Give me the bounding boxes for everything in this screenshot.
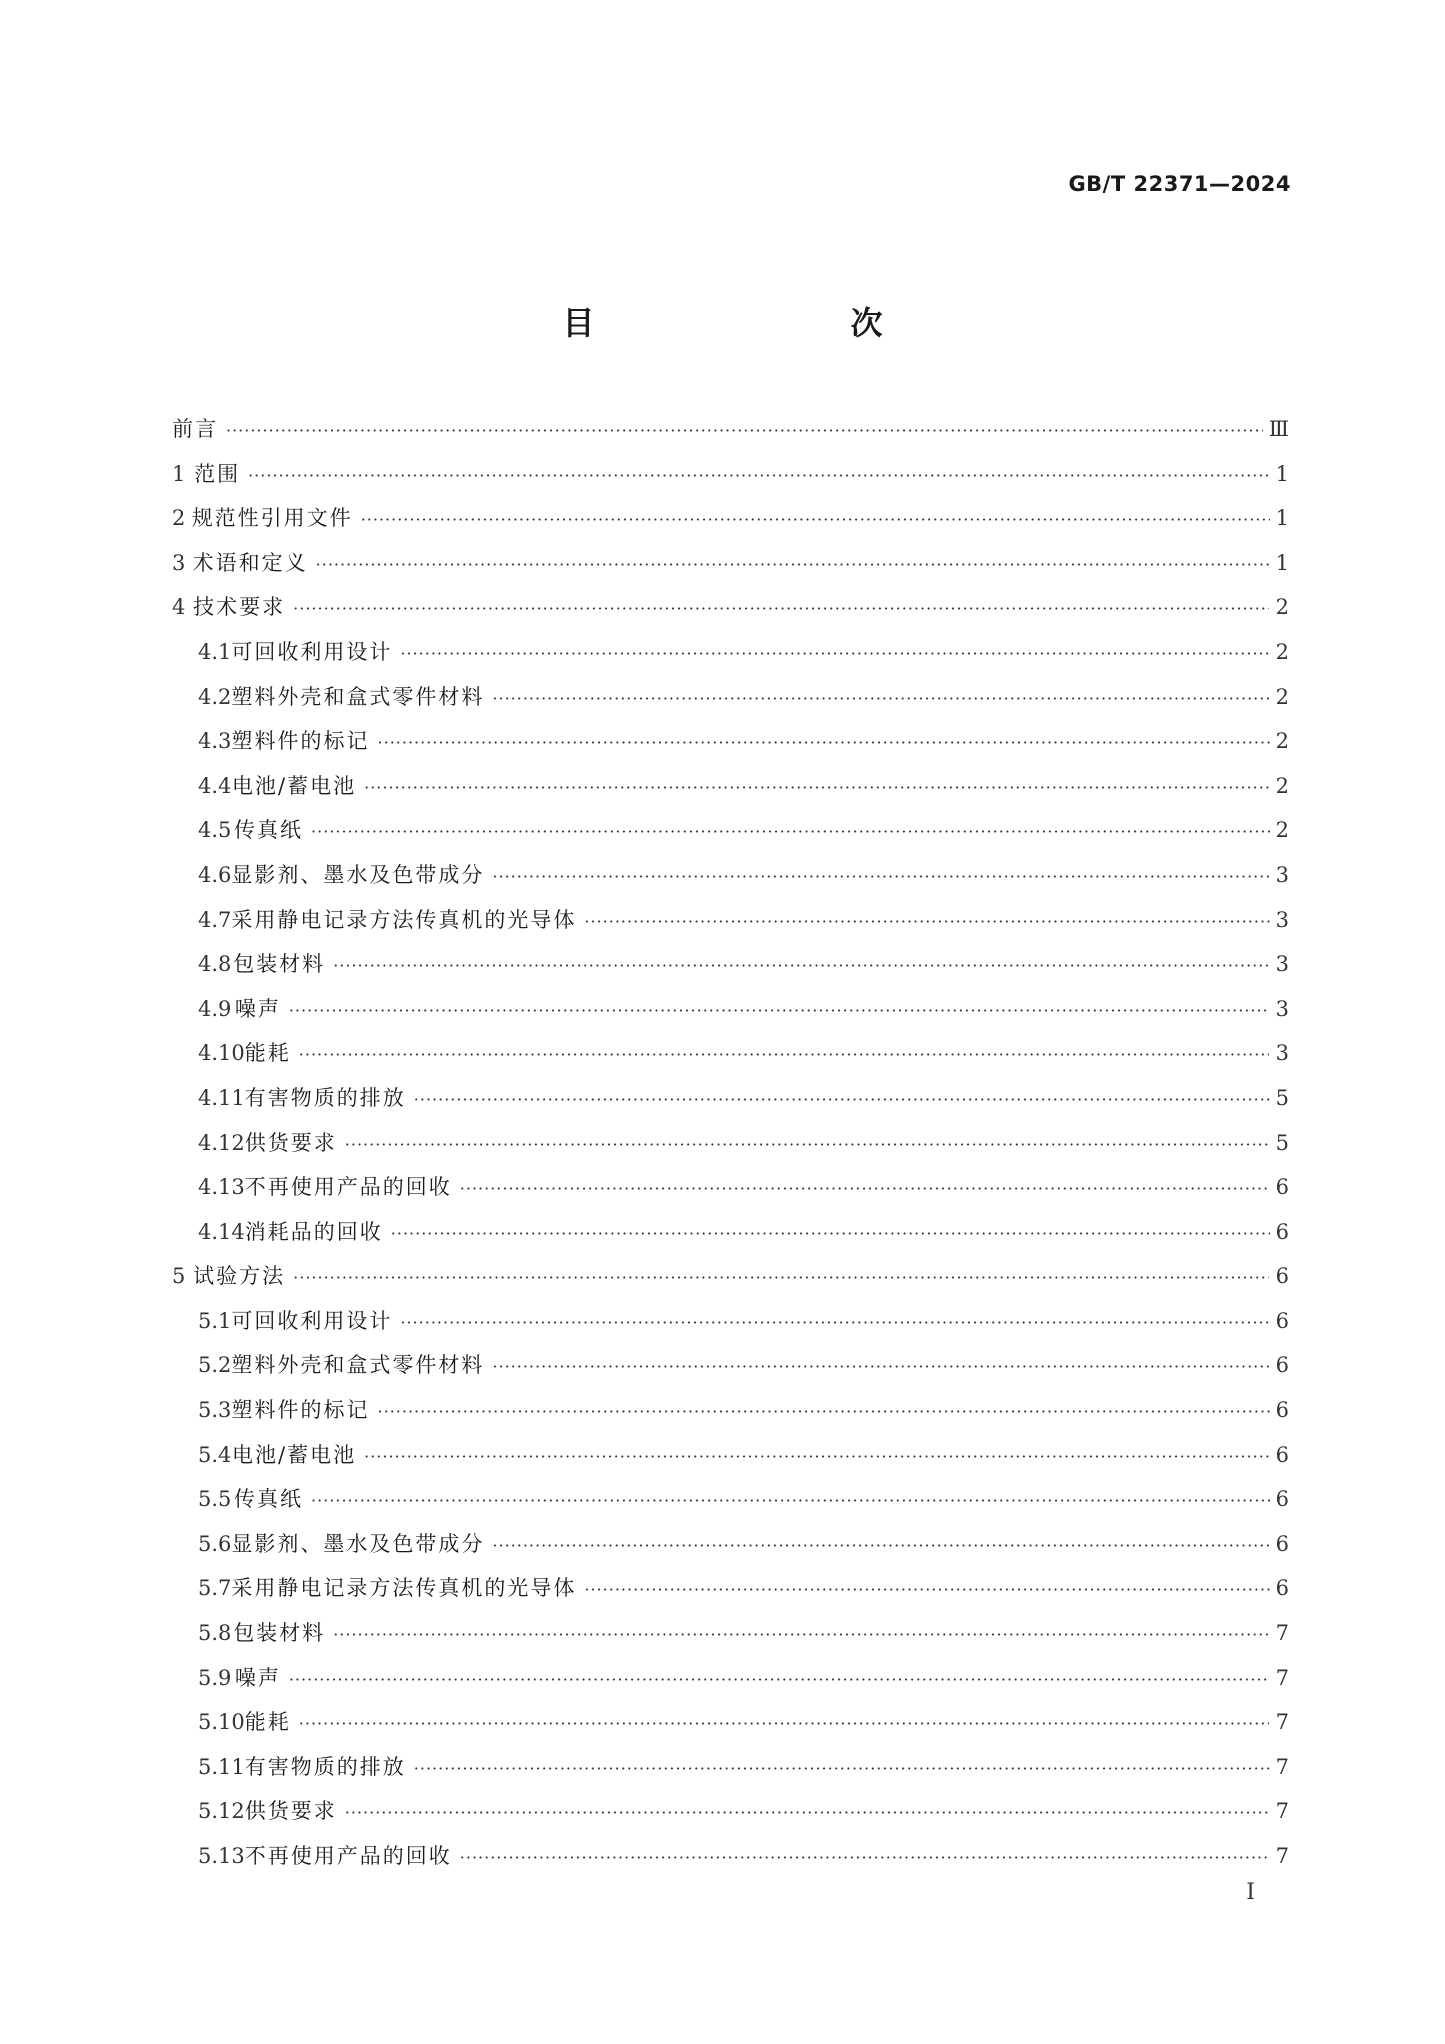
toc-entry-number: 5.3 — [198, 1398, 232, 1423]
toc-entry-number: 4.3 — [198, 729, 232, 754]
toc-leader-dots — [289, 1665, 1269, 1695]
toc-entry[interactable] — [172, 771, 1289, 816]
toc-entry[interactable] — [172, 1796, 1289, 1841]
toc-leader-dots — [364, 1442, 1270, 1472]
toc-entry-label: 消耗品的回收 — [244, 1219, 383, 1244]
toc-entry-label: 包装材料 — [233, 952, 326, 977]
toc-leader-dots — [299, 1709, 1270, 1739]
toc-entry-number: 5.2 — [198, 1353, 232, 1378]
toc-entry-label: 前言 — [172, 417, 218, 441]
toc-entry[interactable] — [172, 1261, 1289, 1306]
toc-leader-dots — [361, 505, 1270, 535]
toc-entry-page: 7 — [1275, 1754, 1289, 1779]
toc-entry-number: 4.4 — [198, 773, 232, 798]
toc-entry-label: 术语和定义 — [192, 550, 308, 575]
toc-leader-dots — [378, 728, 1270, 758]
toc-entry-number: 4.1 — [198, 639, 232, 664]
toc-entry-label: 塑料外壳和盒式零件材料 — [231, 1353, 485, 1378]
toc-entry-label: 采用静电记录方法传真机的光导体 — [231, 907, 577, 932]
toc-leader-dots — [400, 1308, 1269, 1338]
toc-leader-dots — [364, 773, 1270, 803]
toc-entry-number: 5.4 — [198, 1442, 232, 1467]
toc-entry-number: 5.5 — [198, 1487, 232, 1512]
toc-entry-label: 能耗 — [244, 1710, 291, 1735]
toc-entry[interactable] — [172, 949, 1289, 994]
toc-leader-dots — [293, 1263, 1269, 1293]
toc-entry-label: 塑料外壳和盒式零件材料 — [231, 684, 485, 709]
toc-entry-page: 6 — [1275, 1531, 1289, 1556]
toc-entry-page: 6 — [1275, 1175, 1289, 1200]
toc-leader-dots — [414, 1754, 1270, 1784]
toc-entry[interactable] — [172, 1217, 1289, 1262]
toc-entry-page: 3 — [1275, 996, 1289, 1021]
toc-entry-number: 5.8 — [198, 1621, 232, 1646]
table-of-contents — [172, 414, 1289, 1886]
toc-entry-label: 有害物质的排放 — [244, 1754, 406, 1779]
toc-entry-label: 可回收利用设计 — [231, 1308, 393, 1333]
toc-entry-page: 1 — [1275, 461, 1289, 486]
toc-entry-page: 2 — [1275, 639, 1289, 664]
toc-entry-number: 4.13 — [198, 1175, 245, 1200]
toc-entry-page: 2 — [1275, 773, 1289, 798]
toc-entry-page: 2 — [1275, 818, 1289, 843]
toc-leader-dots — [460, 1843, 1270, 1873]
toc-entry-number: 5.12 — [198, 1799, 245, 1824]
toc-entry[interactable] — [172, 860, 1289, 905]
toc-entry-number: 4.8 — [198, 952, 232, 977]
toc-leader-dots — [391, 1219, 1270, 1249]
toc-entry-number: 4.5 — [198, 818, 232, 843]
toc-leader-dots — [316, 550, 1270, 580]
toc-entry-page: 1 — [1275, 550, 1289, 575]
toc-entry[interactable] — [172, 1306, 1289, 1351]
toc-leader-dots — [460, 1174, 1270, 1204]
toc-entry[interactable] — [172, 1038, 1289, 1083]
toc-entry-number: 4.10 — [198, 1041, 245, 1066]
toc-entry[interactable] — [172, 815, 1289, 860]
page-number: I — [1246, 1880, 1255, 1905]
toc-leader-dots — [293, 594, 1269, 624]
toc-entry[interactable] — [172, 1440, 1289, 1485]
toc-leader-dots — [492, 1352, 1269, 1382]
toc-entry-label: 塑料件的标记 — [231, 729, 370, 754]
toc-entry[interactable] — [172, 1752, 1289, 1797]
toc-entry-label: 试验方法 — [193, 1264, 286, 1289]
toc-entry[interactable] — [172, 1707, 1289, 1752]
toc-entry-page: 3 — [1275, 862, 1289, 887]
toc-entry-number: 4.6 — [198, 862, 232, 887]
toc-entry[interactable] — [172, 1172, 1289, 1217]
toc-entry-number: 4.7 — [198, 907, 232, 932]
toc-entry-label: 噪声 — [234, 996, 281, 1021]
toc-entry[interactable] — [172, 1663, 1289, 1708]
toc-entry-number: 1 — [172, 461, 186, 486]
toc-leader-dots — [311, 1486, 1270, 1516]
toc-leader-dots — [584, 1575, 1269, 1605]
toc-entry-number: 4.2 — [198, 684, 232, 709]
toc-entry-label: 不再使用产品的回收 — [244, 1175, 452, 1200]
toc-entry-number: 5.11 — [198, 1754, 245, 1779]
toc-leader-dots — [492, 862, 1269, 892]
toc-entry[interactable] — [172, 1395, 1289, 1440]
toc-entry[interactable] — [172, 459, 1289, 504]
toc-entry[interactable] — [172, 1529, 1289, 1574]
toc-entry-page: 6 — [1275, 1398, 1289, 1423]
toc-entry[interactable] — [172, 726, 1289, 771]
toc-leader-dots — [492, 1531, 1269, 1561]
toc-leader-dots — [289, 996, 1269, 1026]
toc-entry-page: 2 — [1275, 684, 1289, 709]
toc-entry-page: 7 — [1275, 1799, 1289, 1824]
toc-entry-label: 传真纸 — [234, 1487, 304, 1512]
toc-entry-number: 4.9 — [198, 996, 232, 1021]
toc-entry-label: 有害物质的排放 — [244, 1085, 406, 1110]
toc-leader-dots — [333, 1620, 1269, 1650]
toc-entry-label: 范围 — [194, 461, 241, 486]
standard-code: GB/T 22371—2024 — [1068, 172, 1291, 196]
toc-entry-page: 7 — [1275, 1621, 1289, 1646]
toc-entry-page: 3 — [1275, 907, 1289, 932]
toc-entry-number: 5.6 — [198, 1531, 232, 1556]
toc-entry[interactable] — [172, 682, 1289, 727]
toc-leader-dots — [299, 1040, 1270, 1070]
toc-leader-dots — [226, 416, 1263, 446]
toc-entry-page: 3 — [1275, 952, 1289, 977]
toc-leader-dots — [311, 817, 1270, 847]
toc-entry-page: 7 — [1275, 1844, 1289, 1868]
toc-entry[interactable] — [172, 994, 1289, 1039]
toc-entry[interactable] — [172, 1484, 1289, 1529]
toc-entry-label: 噪声 — [234, 1665, 281, 1690]
toc-leader-dots — [248, 461, 1269, 491]
toc-entry-label: 能耗 — [244, 1041, 291, 1066]
toc-entry[interactable] — [172, 1083, 1289, 1128]
toc-entry[interactable] — [172, 1841, 1289, 1886]
toc-entry-number: 4 — [172, 595, 186, 620]
page-title: 目 次 — [562, 304, 947, 342]
toc-entry[interactable] — [172, 1128, 1289, 1173]
toc-entry[interactable] — [172, 1350, 1289, 1395]
toc-entry-label: 显影剂、墨水及色带成分 — [231, 862, 485, 887]
toc-entry-number: 4.11 — [198, 1085, 245, 1110]
toc-entry[interactable] — [172, 905, 1289, 950]
toc-entry-number: 3 — [172, 550, 186, 575]
toc-entry-number: 5.13 — [198, 1844, 245, 1868]
toc-entry-number: 5.10 — [198, 1710, 245, 1735]
toc-entry-label: 可回收利用设计 — [231, 639, 393, 664]
toc-entry-number: 5.7 — [198, 1576, 232, 1601]
toc-entry-label: 电池/蓄电池 — [232, 1442, 357, 1467]
toc-leader-dots — [400, 639, 1269, 669]
toc-entry-label: 不再使用产品的回收 — [244, 1844, 452, 1868]
toc-entry-page: 2 — [1275, 595, 1289, 620]
toc-leader-dots — [345, 1798, 1270, 1828]
toc-entry-label: 采用静电记录方法传真机的光导体 — [231, 1576, 577, 1601]
toc-entry-page: 5 — [1275, 1085, 1289, 1110]
toc-entry-page: 6 — [1275, 1353, 1289, 1378]
toc-leader-dots — [333, 951, 1269, 981]
toc-entry-page: 6 — [1275, 1442, 1289, 1467]
toc-entry-number: 5.9 — [198, 1665, 232, 1690]
toc-entry[interactable] — [172, 548, 1289, 593]
toc-entry[interactable] — [172, 414, 1289, 459]
toc-entry-label: 塑料件的标记 — [231, 1398, 370, 1423]
toc-entry-page: 5 — [1275, 1130, 1289, 1155]
toc-entry[interactable] — [172, 592, 1289, 637]
toc-entry-page: 3 — [1275, 1041, 1289, 1066]
toc-leader-dots — [414, 1085, 1270, 1115]
toc-entry-page: 6 — [1275, 1264, 1289, 1289]
toc-entry-label: 传真纸 — [234, 818, 304, 843]
toc-entry-page: 6 — [1275, 1487, 1289, 1512]
toc-entry-page: 6 — [1275, 1308, 1289, 1333]
toc-entry-number: 4.12 — [198, 1130, 245, 1155]
toc-entry-label: 供货要求 — [244, 1799, 337, 1824]
toc-entry-page: Ⅲ — [1268, 417, 1289, 441]
toc-entry[interactable] — [172, 1573, 1289, 1618]
toc-entry-label: 规范性引用文件 — [191, 506, 353, 531]
toc-entry-number: 4.14 — [198, 1219, 245, 1244]
toc-entry-page: 7 — [1275, 1710, 1289, 1735]
toc-leader-dots — [584, 907, 1269, 937]
toc-entry[interactable] — [172, 637, 1289, 682]
toc-leader-dots — [492, 684, 1269, 714]
toc-entry-page: 6 — [1275, 1576, 1289, 1601]
toc-entry-number: 5.1 — [198, 1308, 232, 1333]
toc-entry-page: 7 — [1275, 1665, 1289, 1690]
toc-entry-label: 显影剂、墨水及色带成分 — [231, 1531, 485, 1556]
toc-entry-label: 包装材料 — [233, 1621, 326, 1646]
toc-leader-dots — [378, 1397, 1270, 1427]
toc-entry-page: 1 — [1275, 506, 1289, 531]
toc-entry-label: 供货要求 — [244, 1130, 337, 1155]
toc-entry-page: 2 — [1275, 729, 1289, 754]
toc-entry-number: 5 — [172, 1264, 186, 1289]
toc-entry[interactable] — [172, 1618, 1289, 1663]
toc-entry-label: 技术要求 — [193, 595, 286, 620]
toc-leader-dots — [345, 1130, 1270, 1160]
toc-entry[interactable] — [172, 503, 1289, 548]
toc-entry-page: 6 — [1275, 1219, 1289, 1244]
toc-entry-number: 2 — [172, 506, 186, 531]
toc-entry-label: 电池/蓄电池 — [232, 773, 357, 798]
